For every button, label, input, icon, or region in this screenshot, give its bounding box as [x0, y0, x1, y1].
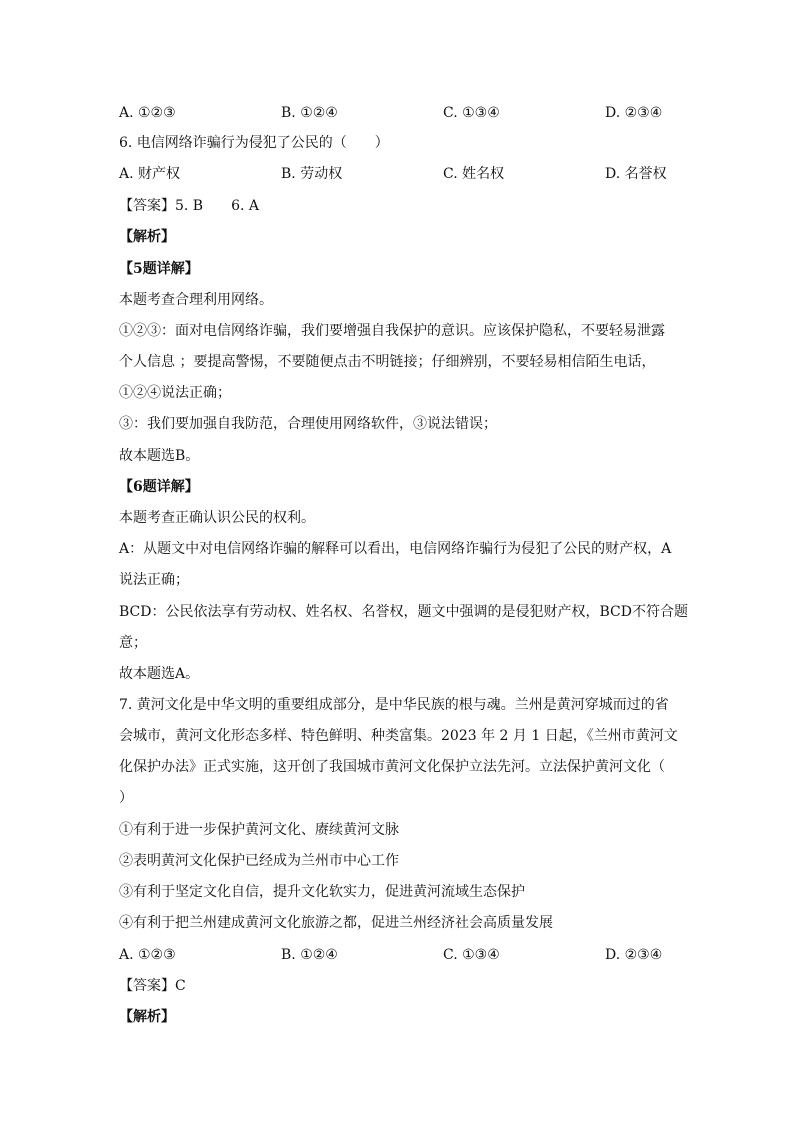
- q5-option-b: B. ①②④: [281, 105, 338, 121]
- q7-option-b: B. ①②④: [281, 947, 338, 963]
- q7-options: [119, 945, 679, 965]
- q7-stem-line: 会城市，黄河文化形态多样、特色鲜明、种类富集。2023 年 2 月 1 日起，《兰州市黄河文: [119, 728, 678, 744]
- q6-detail-line: 说法正确；: [119, 572, 189, 588]
- q6-detail-heading: 【6题详解】: [119, 479, 199, 495]
- q5-detail-line: 本题考查合理利用网络。: [119, 292, 273, 308]
- q5-option-d: D. ②③④: [605, 105, 663, 121]
- q7-option-a: A. ①②③: [119, 947, 176, 963]
- q6-detail-line: 故本题选A。: [119, 666, 200, 682]
- q7-stem-line: 7. 黄河文化是中华文明的重要组成部分，是中华民族的根与魂。兰州是黄河穿城而过的省: [119, 697, 669, 713]
- q7-statement: ④有利于把兰州建成黄河文化旅游之都，促进兰州经济社会高质量发展: [119, 915, 553, 931]
- q6-option-c: C. 姓名权: [443, 166, 505, 182]
- q7-stem-line: 化保护办法》正式实施，这开创了我国城市黄河文化保护立法先河。立法保护黄河文化（: [119, 759, 665, 775]
- q5-detail-line: ①②③：面对电信网络诈骗，我们要增强自我保护的意识。应该保护隐私，不要轻易泄露: [119, 323, 665, 339]
- q6-stem: 6. 电信网络诈骗行为侵犯了公民的（ ）: [119, 135, 389, 151]
- q6-detail-line: 本题考查正确认识公民的权利。: [119, 510, 315, 526]
- q7-statement: ③有利于坚定文化自信，提升文化软实力，促进黄河流域生态保护: [119, 884, 525, 900]
- q7-answer: 【答案】C: [119, 978, 186, 994]
- q6-option-a: A. 财产权: [119, 166, 181, 182]
- answer-5-6: 【答案】5. B 6. A: [119, 198, 260, 214]
- q6-detail-line: 意；: [119, 635, 147, 651]
- q6-option-d: D. 名誉权: [605, 166, 667, 182]
- q6-detail-line: BCD：公民依法享有劳动权、姓名权、名誉权，题文中强调的是侵犯财产权，BCD不符合题: [119, 604, 688, 620]
- q5-option-a: A. ①②③: [119, 105, 176, 121]
- q5-detail-line: 个人信息 ；要提高警惕，不要随便点击不明链接；仔细辨别，不要轻易相信陌生电话，: [119, 354, 656, 370]
- q7-statement: ②表明黄河文化保护已经成为兰州市中心工作: [119, 853, 399, 869]
- analysis-label: 【解析】: [119, 229, 175, 245]
- q7-statement: ①有利于进一步保护黄河文化、赓续黄河文脉: [119, 822, 399, 838]
- q6-option-b: B. 劳动权: [281, 166, 343, 182]
- q5-options: [119, 103, 679, 123]
- q7-option-d: D. ②③④: [605, 947, 663, 963]
- q6-options: [119, 164, 679, 184]
- q7-option-c: C. ①③④: [443, 947, 500, 963]
- q5-detail-line: ③：我们要加强自我防范，合理使用网络软件，③说法错误；: [119, 416, 497, 432]
- q5-option-c: C. ①③④: [443, 105, 500, 121]
- q6-detail-line: A：从题文中对电信网络诈骗的解释可以看出，电信网络诈骗行为侵犯了公民的财产权，A: [119, 541, 672, 557]
- q7-stem-line: ）: [119, 790, 133, 806]
- q5-detail-heading: 【5题详解】: [119, 261, 199, 277]
- q5-detail-line: 故本题选B。: [119, 448, 200, 464]
- q7-analysis-label: 【解析】: [119, 1009, 175, 1025]
- q5-detail-line: ①②④说法正确；: [119, 385, 231, 401]
